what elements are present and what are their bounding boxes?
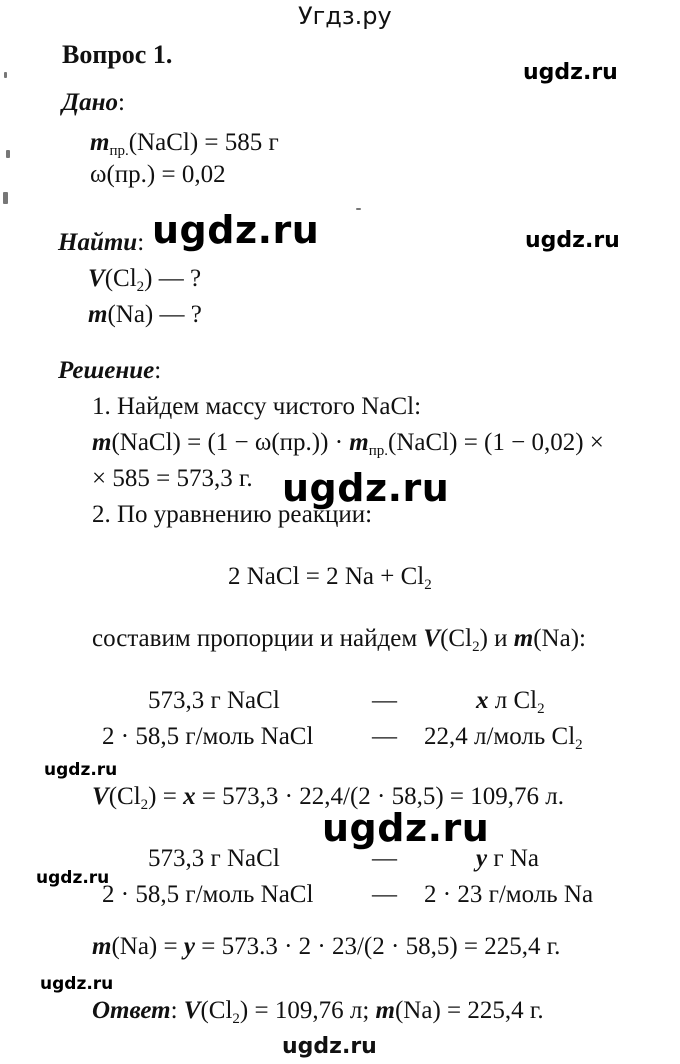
scan-artifact [6,150,10,158]
proportion-2-left-row2: 2 · 58,5 г/моль NaCl [102,881,314,908]
proportion-2-right-row2: 2 · 23 г/моль Na [424,881,594,908]
scan-artifact [356,208,361,210]
given-heading: Дано: [62,89,125,116]
watermark: ugdz.ru [282,466,450,510]
proportion-1-left-row2: 2 · 58,5 г/моль NaCl [102,723,314,750]
scan-artifact [3,192,8,204]
watermark: ugdz.ru [523,60,618,85]
question-title: Вопрос 1. [62,40,173,69]
watermark: ugdz.ru [44,760,118,780]
watermark: ugdz.ru [40,974,114,994]
step-2: 2. По уравнению реакции: [92,501,373,528]
solution-heading: Решение: [58,357,162,384]
site-footer: ugdz.ru [282,1034,377,1059]
watermark: ugdz.ru [152,208,320,252]
proportion-1-left: 573,3 г NaCl [148,687,280,714]
step-1: 1. Найдем массу чистого NaCl: [92,393,422,420]
result-volume: $V(Cl_2) = x = 573,3 \cdot 22,4/(2 \cdot 58,5) = 109,76$ л. [92,783,564,813]
watermark: ugdz.ru [36,868,110,888]
scan-artifact [4,72,7,78]
watermark: ugdz.ru [525,228,620,253]
formula-1: m(NaCl) = $(1 - \omega(пр.)) \cdot m_{пр.}(NaCl) = (1 - 0,02)$ × [92,429,604,459]
proportion-2-dash: — [372,845,397,872]
proportion-1-dash: — [372,687,397,714]
watermark: ugdz.ru [322,806,490,850]
find-volume: $V(Cl_2)$ — ? [88,265,202,295]
proportion-1-right-row2: 22,4 л/моль $Cl_2$ [424,723,583,753]
reaction-equation: 2 NaCl = 2 $Na + Cl_2$ [228,563,432,593]
formula-1-continued: × 585 = 573,3 г. [92,465,253,492]
proportion-1-right: x л $Cl_2$ [476,687,545,717]
proportion-2-left: 573,3 г NaCl [148,845,280,872]
given-fraction: ω(пр.) = 0,02 [90,161,226,188]
result-mass: m(Na) = y = 573.3 · 2 · 23/(2 · 58,5) = 225,4 г. [92,933,561,960]
site-header: Угдз.ру [298,2,392,30]
proportion-intro: составим пропорции и найдем $V(Cl_2)$ и m(Na): [92,625,586,655]
find-heading: Найти: [58,229,145,256]
proportion-2-dash-row2: — [372,881,397,908]
find-mass: m(Na) — ? [88,301,202,328]
proportion-1-dash-row2: — [372,723,397,750]
given-mass: $m_{пр.}(NaCl) = 585$ г [90,129,279,159]
answer: Ответ: $V(Cl_2) = 109,76$ л; m(Na) = 225,4 г. [92,997,544,1027]
proportion-2-right: y г Na [476,845,540,872]
